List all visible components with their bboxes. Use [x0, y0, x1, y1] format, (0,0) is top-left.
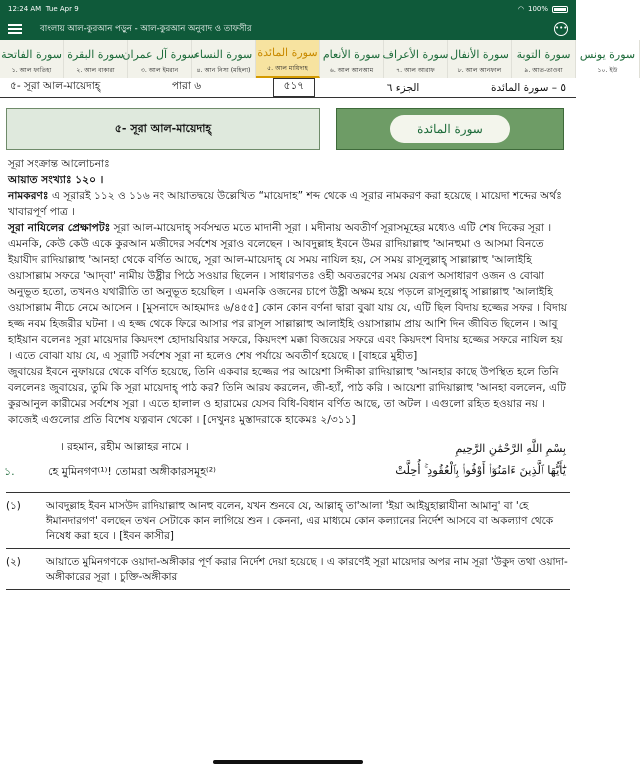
battery-percent: 100% [527, 5, 548, 13]
tab-surah-5[interactable]: سورة المائدة ৫. আল মায়িদাহ [256, 40, 320, 78]
intro-heading: সূরা সংক্রান্ত আলোচনাঃ [8, 158, 110, 170]
hamburger-menu-icon[interactable] [8, 24, 22, 34]
header-surah: ৫- সূরা আল-মায়েদাহ্‌ [10, 80, 101, 92]
verse-arabic: يَٰٓأَيُّهَا ٱلَّذِينَ ءَامَنُوٓا۟ أَوْفُوا۟ بِٱلْعُقُودِ ۚ أُحِلَّتْ [395, 463, 566, 477]
surah-banner [6, 108, 564, 150]
bismillah-bengali: । রহমান, রহীম আল্লাহর নামে । [60, 441, 189, 453]
verse-row[interactable] [4, 463, 566, 482]
header-juz: الجزء ٦ [386, 81, 420, 94]
surah-tabs [0, 40, 636, 79]
status-bar [0, 0, 576, 18]
tab-surah-10[interactable]: سورة يونس ১০. ইউ [576, 40, 640, 78]
status-time: 12:24 AM Tue Apr 9 [8, 5, 79, 13]
context-paragraph: সূরা নাযিলের প্রেক্ষাপটঃ সূরা আল-মায়েদাহ্‌ সর্বসম্মত মতে মাদানী সূরা । মদীনায় অবতীর্ণ সূরাসমূহের মধ্যেও এটি শেষ দিকের সূরা । এমনকি, কেউ কেউ একে কুরআন মজীদের সর্বশেষ সূরাও বলেছেন । আবদুল্লাহ ইবনে উমর রাদিয়াল্লাহু 'আনহুমা ও আসমা বিনতে ইয়াযীদ রাদিয়াল্লাহু 'আনহা থেকে বর্ণিত আছে, সূরা আল-মায়েদাহ্‌ যে সময় নাযিল হয়, সে সময় রাসূলুল্লাহ্‌ সাল্লাল্লাহু 'আলাইহি ওয়াসাল্লাম সফরে 'আদ্‌বা' নামীয় উষ্ট্রীর পিঠে সওয়ার ছিলেন । সাধারণতঃ ওহী অবতরণের সময় যেরূপ অসাধারণ ওজন ও বোঝা অনুভূত হতো, তখনও যথারীতি তা অনুভূত হয়েছিল । এমনকি ওজনের চাপে উষ্ট্রী অক্ষম হয়ে পড়লে রাসূলুল্লাহ্‌ সাল্লাল্লাহু 'আলাইহি ওয়াসাল্লাম নীচে নেমে আসেন । [মুসনাদে আহমাদঃ ৬/৪৫৫] কোন কোন বর্ণনা দ্বারা বুঝা যায় যে, এটি ছিল বিদায় হজ্জের সফর । বিদায় হজ্জ নবম হিজরীর ঘটনা । এ হজ্জ থেকে ফিরে আসার পর রাসূল সাল্লাল্লাহু আলাইহি ওয়াসাল্লাম প্রায় আশি দিন জীবিত ছিলেন । আবু হাইয়ান বলেনঃ সূরা মায়েদার কিয়দংশ হোদায়বিয়ার সফরে, কিয়দংশ মক্কা বিজয়ের সফরে এবং কিয়দংশ বিদায় হজ্জের সফরে নাযিল হয় । এতে বোঝা যায় যে, এ সূরাটি সর্বশেষ সূরা না হলেও শেষ পর্যায়ে অবতীর্ণ হয়েছে । [বাহরে মুহীত] [8, 222, 568, 362]
tab-surah-7[interactable]: سورة الأعراف ৭. আল আরাফ [384, 40, 448, 78]
tab-surah-4[interactable]: سورة النساء ৪. আন নিসা (মহিলা) [192, 40, 256, 78]
tab-surah-9[interactable]: سورة التوبة ৯. আত-তাওবা [512, 40, 576, 78]
app-bar [0, 18, 576, 40]
header-para: পারা ৬ [171, 80, 202, 92]
banner-title: ৫- সূরা আল-মায়েদাহ্‌ [6, 108, 320, 150]
footnote: (১) আবদুল্লাহ ইবন মাসউদ রাদিয়াল্লাহু আনহু বলেন, যখন শুনবে যে, আল্লাহ্‌ তা'আলা 'ইয়া আইয়ুহাল্লাযীনা আমানু' বা 'হে ঈমানদারগণ' বলছেন তখন সেটাকে কান লাগিয়ে শুন । কেননা, এর মাধ্যমে কোন কল্যানের নির্দেশ আসবে বা অকল্যাণ থেকে নিষেধ করা হবে । [ইবন কাসীর] [6, 493, 570, 549]
verse-translation: হে মুমিনগণ⁽¹⁾! তোমরা অঙ্গীকারসমূহ⁽²⁾ [48, 465, 216, 478]
app-title: বাংলায় আল-কুরআন পড়ুন - আল-কুরআন অনুবাদ ও তাফসীর [40, 24, 252, 34]
naming-paragraph: নামকরণঃ এ সূরারই ১১২ ও ১১৬ নং আয়াতদ্বয়ে উল্লেখিত “মায়েদাহ” শব্দ থেকে এ সূরার নামকরণ করা হয়েছে । মায়েদা শব্দের অর্থঃ খাবারপূর্ণ পাত্র । [8, 190, 562, 218]
tab-surah-1[interactable]: سورة الفاتحة ১. আল ফাতিহা [0, 40, 64, 78]
battery-icon [552, 6, 568, 13]
verse-number: ১. [4, 465, 15, 478]
tab-surah-8[interactable]: سورة الأنفال ৮. আল আনফাল [448, 40, 512, 78]
bismillah-arabic: بِسْمِ اللَّهِ الرَّحْمَٰنِ الرَّحِيمِ [455, 442, 566, 455]
tab-surah-2[interactable]: سورة البقرة ২. আল বাকারা [64, 40, 128, 78]
header-page-number: ৫১৭ [273, 78, 315, 97]
intro-text [0, 156, 576, 428]
bismillah-row [60, 440, 566, 457]
tab-surah-6[interactable]: سورة الأنعام ৬. আল আনআম [320, 40, 384, 78]
header-arabic-surah: ٥ – سورة المائدة [490, 81, 566, 94]
ayat-count: আয়াত সংখ্যাঃ ১২০ । [8, 174, 104, 186]
footnotes [6, 492, 570, 590]
page-header [0, 78, 576, 98]
wifi-icon: ◠ [517, 5, 524, 13]
home-indicator[interactable] [213, 760, 363, 764]
status-right [518, 5, 568, 13]
quran-page[interactable] [0, 78, 576, 768]
second-paragraph: জুবায়ের ইবনে নুফায়রে থেকে বর্ণিত হয়েছে, তিনি একবার হজ্জের পর আয়েশা সিদ্দীকা রাদিয়াল্লাহু 'আনহার কাছে উপস্থিত হলে তিনি বললেনঃ জুবায়ের, তুমি কি সূরা মায়েদাহ্‌ পাঠ কর? তিনি আরয করলেন, জী-হ্যাঁ, পাঠ করি । আয়েশা রাদিয়াল্লাহু 'আনহা বললেন, এটি কুরআনুল কারীমের সর্বশেষ সূরা । এতে হালাল ও হারামের যেসব বিধি-বিধান বর্ণিত আছে, তা অটল । এগুলো রহিত হওয়ার নয় । কাজেই এগুলোর প্রতি বিশেষ যত্নবান থেকো । [দেখুনঃ মুস্তাদরাকে হাকেমঃ ২/৩১১] [8, 366, 566, 426]
tab-surah-3[interactable]: سورة آل عمران ৩. আল ইমরান [128, 40, 192, 78]
footnote: (২) আয়াতে মুমিনগণকে ওয়াদা-অঙ্গীকার পূর্ণ করার নির্দেশ দেয়া হয়েছে । এ কারণেই সূরা মায়েদার অপর নাম সূরা 'উকুদ তথা ওয়াদা- অঙ্গীকারের সূরা । চুক্তি-অঙ্গীকার [6, 549, 570, 590]
more-options-icon[interactable]: ••• [554, 22, 568, 36]
banner-calligraphy: سورة المائدة [336, 108, 564, 150]
